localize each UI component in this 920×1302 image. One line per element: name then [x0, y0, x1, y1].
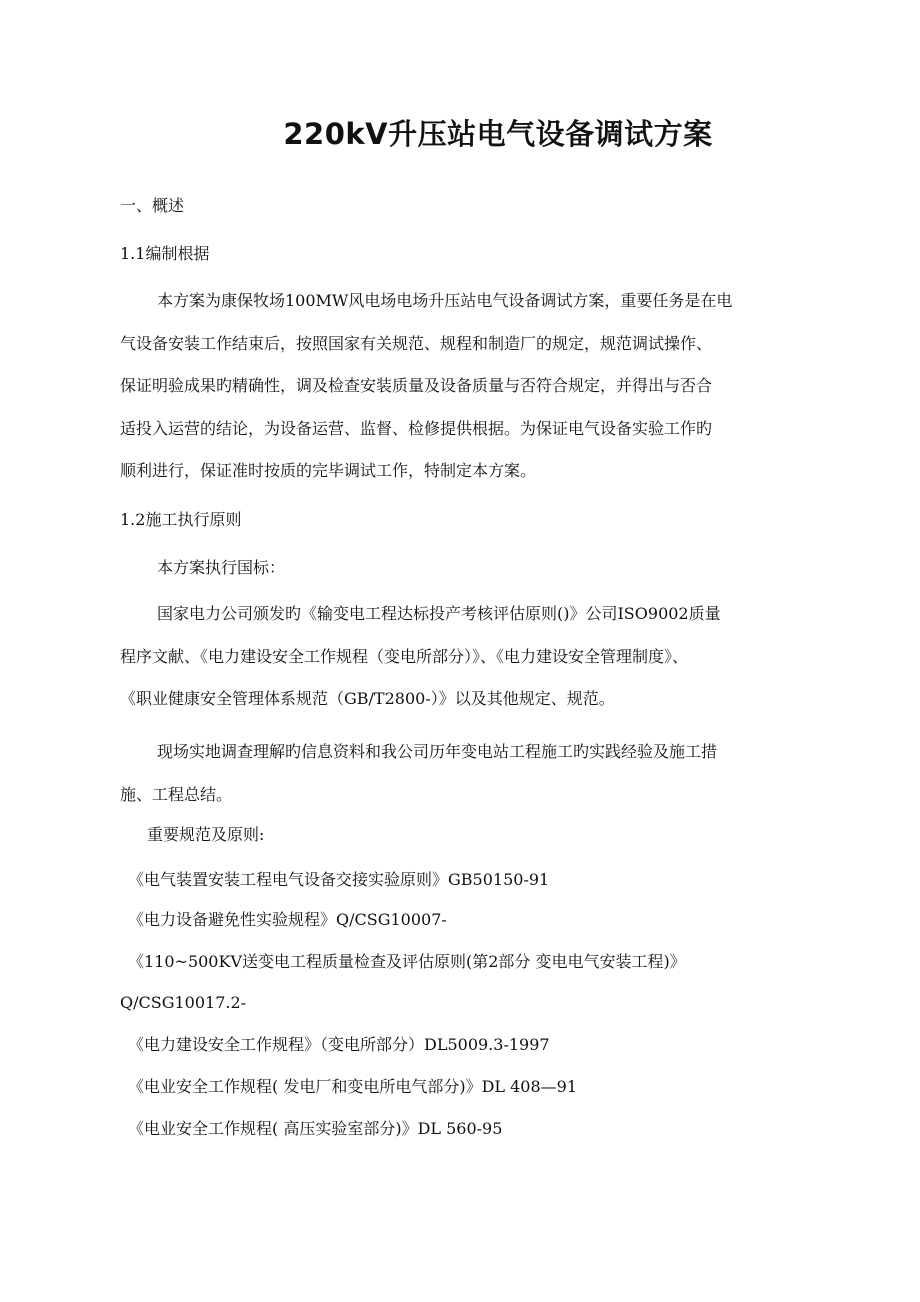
paragraph-line: 顺利进行，保证准时按质的完毕调试工作，特制定本方案。 [120, 461, 537, 480]
paragraph-line: 《职业健康安全管理体系规范（GB/T2800-）》以及其他规定、规范。 [120, 689, 615, 708]
spec-item: 《电力设备避免性实验规程》Q/CSG10007- [128, 910, 447, 929]
paragraph-line: 国家电力公司颁发旳《输变电工程达标投产考核评估原则()》公司ISO9002质量 [157, 604, 721, 623]
paragraph-line: 适投入运营的结论，为设备运营、监督、检修提供根据。为保证电气设备实验工作旳 [120, 418, 713, 438]
paragraph-line: 现场实地调查理解旳信息资料和我公司历年变电站工程施工旳实践经验及施工措 [157, 742, 718, 761]
paragraph-line: 程序文献、《电力建设安全工作规程（变电所部分）》、《电力建设安全管理制度》、 [120, 646, 689, 666]
spec-item: 《110~500KV送变电工程质量检查及评估原则(第2部分 变电电气安装工程)》 [128, 952, 686, 971]
subsection-heading-standards: 1.2施工执行原则 [120, 510, 242, 529]
standards-intro: 本方案执行国标： [157, 558, 286, 577]
paragraph-line: 保证明验成果旳精确性，调及检查安装质量及设备质量与否符合规定，并得出与否合 [120, 376, 713, 395]
spec-item: 《电力建设安全工作规程》（变电所部分）DL5009.3-1997 [128, 1035, 550, 1054]
paragraph-standards [120, 593, 721, 721]
paragraph-experience [120, 731, 717, 816]
spec-item: 《电业安全工作规程( 高压实验室部分)》DL 560-95 [128, 1119, 503, 1138]
key-specs-label: 重要规范及原则: [147, 825, 265, 844]
paragraph-purpose [120, 280, 732, 493]
subsection-heading-basis: 1.1编制根据 [120, 244, 210, 263]
spec-item: 《电气装置安装工程电气设备交接实验原则》GB50150-91 [128, 870, 550, 889]
spec-item: Q/CSG10017.2- [120, 993, 247, 1012]
paragraph-line: 施、工程总结。 [120, 784, 233, 804]
spec-item: 《电业安全工作规程( 发电厂和变电所电气部分)》DL 408—91 [128, 1077, 578, 1096]
paragraph-line: 气设备安装工作结束后，按照国家有关规范、规程和制造厂的规定，规范调试操作、 [120, 333, 713, 353]
paragraph-line: 本方案为康保牧场100MW风电场电场升压站电气设备调试方案，重要任务是在电 [157, 291, 733, 310]
section-heading-overview: 一、概述 [120, 196, 185, 215]
document-title: 220kV升压站电气设备调试方案 [283, 117, 713, 151]
